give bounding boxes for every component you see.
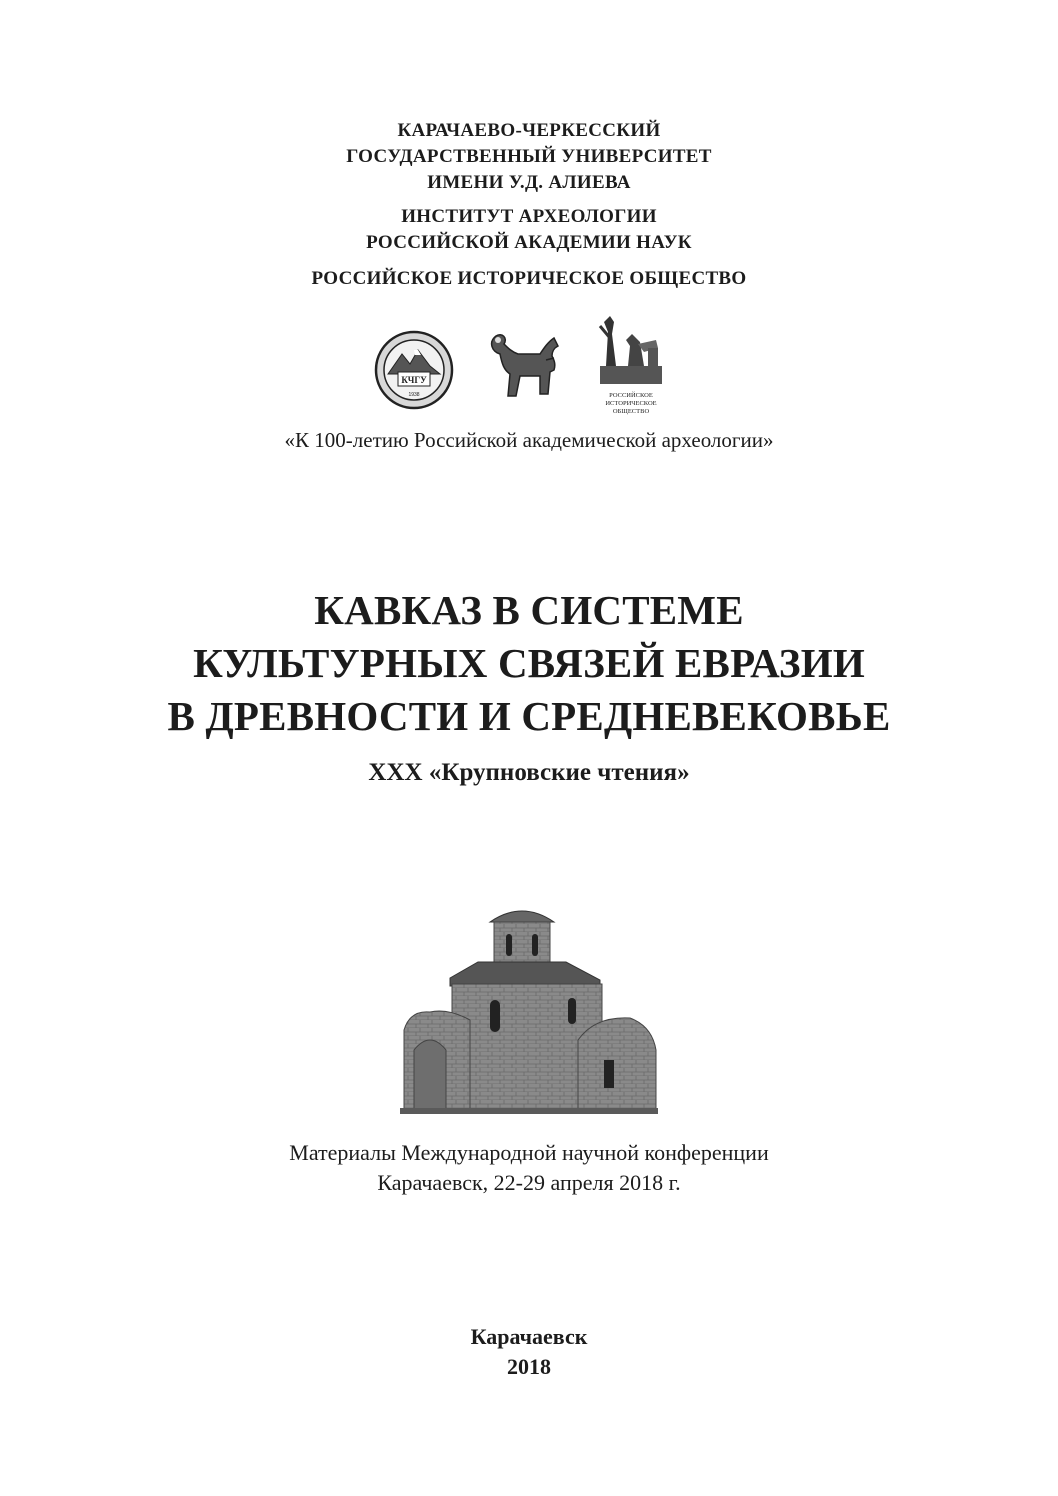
book-title	[0, 584, 1058, 743]
book-subtitle: XXX «Крупновские чтения»	[368, 759, 690, 786]
imprint-city: Карачаевск	[470, 1324, 588, 1349]
university-emblem	[374, 330, 454, 410]
title-line-3: В ДРЕВНОСТИ И СРЕДНЕВЕКОВЬЕ	[167, 693, 891, 739]
emblem-text: КЧГУ	[401, 375, 427, 385]
university-name-line-2: ГОСУДАРСТВЕННЫЙ УНИВЕРСИТЕТ	[346, 146, 712, 167]
conference-place-date: Карачаевск, 22-29 апреля 2018 г.	[377, 1170, 681, 1195]
title-line-2: КУЛЬТУРНЫХ СВЯЗЕЙ ЕВРАЗИИ	[193, 640, 865, 686]
society-logo-text-2: ИСТОРИЧЕСКОЕ	[605, 400, 657, 407]
emblem-year: 1938	[408, 392, 420, 398]
imprint	[0, 1322, 1058, 1382]
conference-info	[0, 1138, 1058, 1198]
title-line-1: КАВКАЗ В СИСТЕМЕ	[314, 587, 744, 633]
society-name: РОССИЙСКОЕ ИСТОРИЧЕСКОЕ ОБЩЕСТВО	[311, 268, 747, 289]
logos-row	[360, 312, 700, 415]
organization-block	[0, 118, 1058, 292]
historical-society-logo	[592, 312, 670, 424]
institute-animal-logo	[482, 324, 566, 408]
university-name-line-3: ИМЕНИ У.Д. АЛИЕВА	[427, 172, 631, 193]
church-illustration	[390, 900, 660, 1115]
society-logo-text-3: ОБЩЕСТВО	[612, 408, 650, 415]
university-name-line-1: КАРАЧАЕВО-ЧЕРКЕССКИЙ	[397, 120, 661, 141]
society-logo-text-1: РОССИЙСКОЕ	[609, 392, 653, 399]
institute-name-line-1: ИНСТИТУТ АРХЕОЛОГИИ	[401, 206, 657, 227]
institute-name-line-2: РОССИЙСКОЙ АКАДЕМИИ НАУК	[366, 232, 692, 253]
imprint-year: 2018	[507, 1354, 551, 1379]
dedication: «К 100-летию Российской академической археологии»	[284, 428, 774, 452]
conference-materials: Материалы Международной научной конференции	[289, 1140, 769, 1165]
